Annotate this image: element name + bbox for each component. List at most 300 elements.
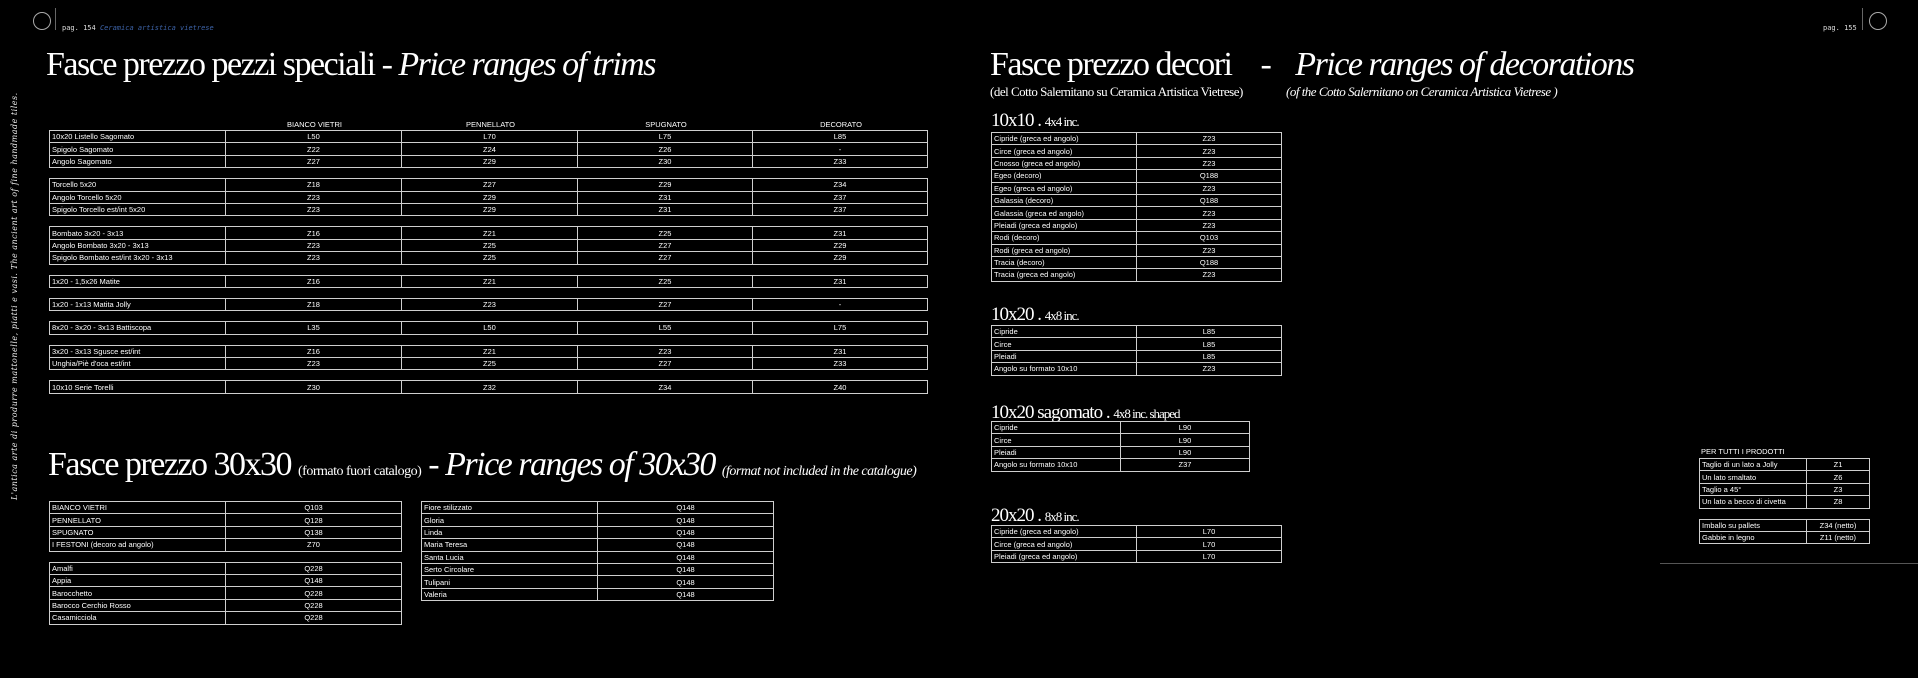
table-cell: PENNELLATO: [50, 514, 226, 526]
table-spacer-row: [1700, 508, 1870, 519]
table-row: [50, 574, 402, 586]
table-cell: L70: [1137, 550, 1282, 562]
table-cell: Z23: [1137, 219, 1282, 231]
decorations-title: [990, 48, 1633, 82]
table-cell: Torcello 5x20: [50, 179, 226, 191]
table-cell: 1x20 - 1,5x26 Matite: [50, 275, 226, 287]
table-cell: Circe (greca ed angolo): [992, 145, 1137, 157]
table-cell: [226, 551, 402, 562]
table-spacer-row: [50, 168, 928, 179]
table-cell: Z26: [578, 143, 753, 155]
table-cell: Z3: [1807, 483, 1870, 495]
table-cell: L50: [402, 322, 578, 334]
table-cell: [50, 370, 226, 381]
table-row: [992, 363, 1282, 375]
trims-title-it: Fasce prezzo pezzi speciali -: [46, 46, 392, 83]
table-row: [992, 182, 1282, 194]
table-cell: [753, 264, 928, 275]
table-row: [992, 219, 1282, 231]
table-cell: L75: [753, 322, 928, 334]
table-cell: 3x20 - 3x13 Sgusce est/int: [50, 345, 226, 357]
table-row: [50, 612, 402, 624]
table-cell: L85: [1137, 326, 1282, 338]
table-row: [992, 145, 1282, 157]
section-heading: 10x20 sagomato . 4x8 inc. shaped: [991, 402, 1180, 423]
table-cell: Z21: [402, 345, 578, 357]
table-row: [50, 239, 928, 251]
table-cell: [753, 216, 928, 227]
table-cell: Q148: [598, 514, 774, 526]
column-header: BIANCO VIETRI: [286, 120, 342, 129]
table-cell: Linda: [422, 526, 598, 538]
table-cell: Angolo Sagomato: [50, 155, 226, 167]
table-cell: L85: [753, 131, 928, 143]
table-cell: [753, 311, 928, 322]
table-cell: Z16: [226, 345, 402, 357]
table-cell: Z16: [226, 227, 402, 239]
table-cell: Pleiadi: [992, 350, 1137, 362]
trims-title: [46, 48, 655, 82]
table-cell: Z1: [1807, 459, 1870, 471]
table-cell: Barocco Cerchio Rosso: [50, 599, 226, 611]
decoration-table-10x20-shaped: [991, 421, 1250, 472]
table-cell: [50, 311, 226, 322]
table-cell: Gabbie in legno: [1700, 531, 1807, 543]
table-cell: Z23: [1137, 182, 1282, 194]
table-cell: Z40: [753, 381, 928, 393]
table-cell: -: [753, 143, 928, 155]
table-row: [50, 179, 928, 191]
table-cell: Galassia (decoro): [992, 194, 1137, 206]
table-cell: 10x10 Serie Torelli: [50, 381, 226, 393]
table-row: [50, 526, 402, 538]
table-cell: Pleiadi: [992, 446, 1121, 458]
section-heading: 10x20 . 4x8 inc.: [991, 304, 1079, 325]
tiles30-title-it: Fasce prezzo 30x30: [48, 446, 292, 483]
table-cell: Angolo su formato 10x10: [992, 363, 1137, 375]
table-row: [50, 227, 928, 239]
table-cell: Q188: [1137, 170, 1282, 182]
table-cell: Z27: [226, 155, 402, 167]
page-number-left: pag. 154: [62, 24, 96, 32]
table-cell: L90: [1121, 422, 1250, 434]
table-row: [992, 207, 1282, 219]
tiles30-title: [48, 448, 916, 482]
table-cell: Tracia (decoro): [992, 256, 1137, 268]
section-heading: 20x20 . 8x8 inc.: [991, 505, 1079, 526]
table-cell: L70: [402, 131, 578, 143]
brand-logo-right-icon: [1869, 12, 1887, 30]
table-cell: Z30: [578, 155, 753, 167]
table-row: [50, 502, 402, 514]
table-spacer-row: [50, 264, 928, 275]
side-tagline: L'antica arte di produrre mattonelle, piatti e vasi. The ancient art of fine handmade tiles.: [10, 92, 19, 500]
table-cell: Z23: [226, 191, 402, 203]
table-cell: Q228: [226, 599, 402, 611]
table-cell: [578, 334, 753, 345]
table-row: [1700, 496, 1870, 508]
table-cell: -: [753, 298, 928, 310]
table-cell: [402, 287, 578, 298]
table-cell: Z11 (netto): [1807, 531, 1870, 543]
table-cell: Z25: [402, 239, 578, 251]
table-row: [50, 514, 402, 526]
table-row: [50, 131, 928, 143]
tiles30-title-en: - Price ranges of 30x30: [428, 446, 715, 483]
tiles30-table-left: [49, 501, 402, 625]
table-cell: Z8: [1807, 496, 1870, 508]
table-cell: Z23: [1137, 363, 1282, 375]
table-cell: Un lato smaltato: [1700, 471, 1807, 483]
table-cell: Tulipani: [422, 576, 598, 588]
table-row: [422, 514, 774, 526]
table-cell: [226, 216, 402, 227]
table-row: [992, 446, 1250, 458]
trims-price-table: [49, 119, 928, 394]
header-left: [62, 24, 214, 32]
table-row: [992, 459, 1250, 471]
table-cell: 1x20 - 1x13 Matita Jolly: [50, 298, 226, 310]
table-row: [992, 526, 1282, 538]
table-row: [50, 381, 928, 393]
table-cell: [578, 264, 753, 275]
table-row: [50, 587, 402, 599]
table-cell: Z23: [226, 252, 402, 264]
table-row: [992, 550, 1282, 562]
table-cell: [578, 370, 753, 381]
table-cell: Imballo su pallets: [1700, 519, 1807, 531]
table-cell: [1807, 508, 1870, 519]
table-row: [992, 338, 1282, 350]
table-row: [50, 539, 402, 551]
table-cell: L35: [226, 322, 402, 334]
decorations-subtitle-en: (of the Cotto Salernitano on Ceramica Artistica Vietrese ): [1286, 84, 1558, 99]
table-cell: Cipride (greca ed angolo): [992, 133, 1137, 145]
table-row: [50, 345, 928, 357]
table-cell: Valeria: [422, 588, 598, 600]
table-cell: [50, 264, 226, 275]
table-cell: [578, 311, 753, 322]
table-cell: Circe: [992, 434, 1121, 446]
table-cell: Z27: [578, 358, 753, 370]
table-cell: [402, 264, 578, 275]
table-header-row: [50, 119, 928, 131]
table-row: [50, 599, 402, 611]
table-cell: Un lato a becco di civetta: [1700, 496, 1807, 508]
table-cell: Angolo Bombato 3x20 - 3x13: [50, 239, 226, 251]
decoration-table-10x20: [991, 325, 1282, 376]
table-cell: Z23: [1137, 269, 1282, 281]
table-cell: [226, 264, 402, 275]
decoration-table-10x10: [991, 132, 1282, 282]
table-row: [50, 562, 402, 574]
table-cell: [753, 287, 928, 298]
table-cell: [226, 334, 402, 345]
table-cell: Z37: [1121, 459, 1250, 471]
table-cell: Z25: [578, 275, 753, 287]
table-cell: L70: [1137, 526, 1282, 538]
table-row: [50, 155, 928, 167]
table-cell: Z34 (netto): [1807, 519, 1870, 531]
table-row: [50, 358, 928, 370]
table-cell: Z24: [402, 143, 578, 155]
table-cell: Q228: [226, 562, 402, 574]
table-cell: Rodi (greca ed angolo): [992, 244, 1137, 256]
table-row: [992, 326, 1282, 338]
bottom-rule: [1660, 563, 1918, 564]
table-row: [50, 275, 928, 287]
table-cell: Z18: [226, 179, 402, 191]
section-heading: 10x10 . 4x4 inc.: [991, 110, 1079, 131]
table-cell: Z70: [226, 539, 402, 551]
table-cell: Z23: [226, 203, 402, 215]
table-row: [1700, 459, 1870, 471]
table-cell: Z29: [753, 239, 928, 251]
column-header: SPUGNATO: [645, 120, 687, 129]
table-cell: [578, 168, 753, 179]
table-cell: Santa Lucia: [422, 551, 598, 563]
table-cell: [50, 334, 226, 345]
table-row: [992, 256, 1282, 268]
table-cell: 8x20 - 3x20 - 3x13 Battiscopa: [50, 322, 226, 334]
tiles30-table-right: [421, 501, 774, 601]
table-cell: Z25: [402, 252, 578, 264]
table-cell: [226, 287, 402, 298]
table-cell: Unghia/Piè d'oca est/int: [50, 358, 226, 370]
table-cell: SPUGNATO: [50, 526, 226, 538]
table-cell: [753, 168, 928, 179]
table-cell: [226, 168, 402, 179]
table-cell: Galassia (greca ed angolo): [992, 207, 1137, 219]
table-cell: Maria Teresa: [422, 539, 598, 551]
table-row: [50, 203, 928, 215]
table-cell: Z31: [753, 275, 928, 287]
table-spacer-row: [50, 287, 928, 298]
table-row: [992, 170, 1282, 182]
table-spacer-row: [50, 311, 928, 322]
table-cell: [1700, 508, 1807, 519]
tiles30-title-en-note: (format not included in the catalogue): [721, 464, 917, 479]
decorations-title-it: Fasce prezzo decori: [990, 46, 1232, 83]
table-cell: L50: [226, 131, 402, 143]
table-cell: Z22: [226, 143, 402, 155]
table-cell: L70: [1137, 538, 1282, 550]
table-cell: Z29: [402, 203, 578, 215]
table-row: [422, 563, 774, 575]
table-cell: Spigolo Bombato est/int 3x20 - 3x13: [50, 252, 226, 264]
table-row: [50, 298, 928, 310]
table-cell: Q148: [598, 551, 774, 563]
table-cell: Q148: [598, 576, 774, 588]
table-cell: Z23: [1137, 207, 1282, 219]
table-cell: L55: [578, 322, 753, 334]
table-cell: Egeo (decoro): [992, 170, 1137, 182]
table-cell: Fiore stilizzato: [422, 502, 598, 514]
table-cell: Q138: [226, 526, 402, 538]
table-cell: Z27: [578, 239, 753, 251]
table-row: [992, 232, 1282, 244]
table-cell: Z27: [402, 179, 578, 191]
table-row: [992, 194, 1282, 206]
table-row: [992, 422, 1250, 434]
table-row: [1700, 519, 1870, 531]
table-cell: Pleiadi (greca ed angolo): [992, 550, 1137, 562]
table-cell: [402, 168, 578, 179]
table-cell: L90: [1121, 446, 1250, 458]
table-cell: Q228: [226, 612, 402, 624]
table-cell: Appia: [50, 574, 226, 586]
table-cell: [402, 370, 578, 381]
table-cell: Casamicciola: [50, 612, 226, 624]
page-number-right: pag. 155: [1823, 24, 1857, 32]
table-row: [50, 143, 928, 155]
table-cell: Taglio a 45°: [1700, 483, 1807, 495]
table-spacer-row: [50, 216, 928, 227]
table-spacer-row: [50, 370, 928, 381]
table-cell: Angolo su formato 10x10: [992, 459, 1121, 471]
table-cell: Z31: [578, 191, 753, 203]
table-cell: [50, 168, 226, 179]
table-cell: Z31: [753, 345, 928, 357]
table-cell: Bombato 3x20 - 3x13: [50, 227, 226, 239]
table-cell: Z18: [226, 298, 402, 310]
table-cell: 10x20 Listello Sagomato: [50, 131, 226, 143]
table-cell: I FESTONI (decoro ad angolo): [50, 539, 226, 551]
running-title: Ceramica artistica vietrese: [99, 24, 214, 32]
table-cell: [50, 287, 226, 298]
table-row: [992, 434, 1250, 446]
table-row: [422, 576, 774, 588]
table-cell: Gloria: [422, 514, 598, 526]
table-row: [992, 269, 1282, 281]
table-cell: Z33: [753, 155, 928, 167]
table-cell: [753, 334, 928, 345]
table-cell: Z33: [753, 358, 928, 370]
table-cell: Q128: [226, 514, 402, 526]
table-cell: Taglio di un lato a Jolly: [1700, 459, 1807, 471]
table-cell: Angolo Torcello 5x20: [50, 191, 226, 203]
table-cell: Z32: [402, 381, 578, 393]
table-row: [422, 502, 774, 514]
table-row: [422, 526, 774, 538]
table-cell: Rodi (decoro): [992, 232, 1137, 244]
table-cell: Z23: [226, 239, 402, 251]
table-cell: Z37: [753, 203, 928, 215]
table-cell: Q103: [1137, 232, 1282, 244]
table-cell: [402, 334, 578, 345]
table-cell: Q148: [226, 574, 402, 586]
table-row: [50, 252, 928, 264]
header-divider-right: [1862, 8, 1863, 30]
table-cell: Circe: [992, 338, 1137, 350]
decoration-table-20x20: [991, 525, 1282, 563]
table-cell: Q148: [598, 563, 774, 575]
table-row: [50, 191, 928, 203]
table-cell: Q188: [1137, 256, 1282, 268]
table-row: [992, 350, 1282, 362]
table-cell: Z23: [1137, 145, 1282, 157]
table-cell: Z34: [753, 179, 928, 191]
table-cell: Z21: [402, 275, 578, 287]
table-cell: Z23: [1137, 157, 1282, 169]
table-cell: Q148: [598, 539, 774, 551]
header-divider: [55, 8, 56, 30]
table-cell: Z23: [1137, 244, 1282, 256]
table-cell: Z21: [402, 227, 578, 239]
table-row: [992, 244, 1282, 256]
table-spacer-row: [50, 334, 928, 345]
column-header: PENNELLATO: [466, 120, 515, 129]
table-cell: L75: [578, 131, 753, 143]
table-cell: Q148: [598, 526, 774, 538]
table-cell: Z27: [578, 252, 753, 264]
table-row: [992, 133, 1282, 145]
table-cell: Z31: [753, 227, 928, 239]
table-cell: BIANCO VIETRI: [50, 502, 226, 514]
decorations-title-en: Price ranges of decorations: [1295, 46, 1634, 83]
table-row: [422, 588, 774, 600]
table-row: [992, 157, 1282, 169]
table-cell: Serto Circolare: [422, 563, 598, 575]
decorations-subtitle-it: (del Cotto Salernitano su Ceramica Artistica Vietrese): [990, 84, 1243, 99]
table-cell: Q148: [598, 502, 774, 514]
table-cell: L85: [1137, 350, 1282, 362]
table-cell: Q188: [1137, 194, 1282, 206]
table-row: [1700, 531, 1870, 543]
table-cell: Z23: [226, 358, 402, 370]
table-cell: Q103: [226, 502, 402, 514]
table-cell: L85: [1137, 338, 1282, 350]
table-cell: [402, 216, 578, 227]
table-cell: Z25: [402, 358, 578, 370]
table-cell: Q228: [226, 587, 402, 599]
table-cell: Amalfi: [50, 562, 226, 574]
table-cell: Cipride: [992, 422, 1121, 434]
table-cell: L90: [1121, 434, 1250, 446]
table-cell: Barocchetto: [50, 587, 226, 599]
trims-title-en: Price ranges of trims: [398, 46, 655, 83]
table-cell: [753, 370, 928, 381]
table-spacer-row: [50, 551, 402, 562]
table-cell: Tracia (greca ed angolo): [992, 269, 1137, 281]
all-products-title: PER TUTTI I PRODOTTI: [1701, 447, 1785, 456]
table-row: [50, 322, 928, 334]
tiles30-title-it-note: (formato fuori catalogo): [298, 464, 422, 479]
table-row: [422, 551, 774, 563]
table-cell: [226, 311, 402, 322]
table-cell: Z29: [578, 179, 753, 191]
table-cell: Q148: [598, 588, 774, 600]
table-cell: Z37: [753, 191, 928, 203]
table-row: [1700, 483, 1870, 495]
table-cell: Z6: [1807, 471, 1870, 483]
table-row: [992, 538, 1282, 550]
table-cell: Cipride (greca ed angolo): [992, 526, 1137, 538]
table-cell: Z23: [578, 345, 753, 357]
table-cell: Z23: [1137, 133, 1282, 145]
table-cell: Z31: [578, 203, 753, 215]
table-cell: [578, 287, 753, 298]
table-cell: [578, 216, 753, 227]
table-cell: Z25: [578, 227, 753, 239]
table-cell: Z34: [578, 381, 753, 393]
table-cell: [50, 216, 226, 227]
table-cell: [402, 311, 578, 322]
table-cell: [226, 370, 402, 381]
all-products-table: [1699, 458, 1870, 544]
table-cell: Z30: [226, 381, 402, 393]
table-cell: Egeo (greca ed angolo): [992, 182, 1137, 194]
